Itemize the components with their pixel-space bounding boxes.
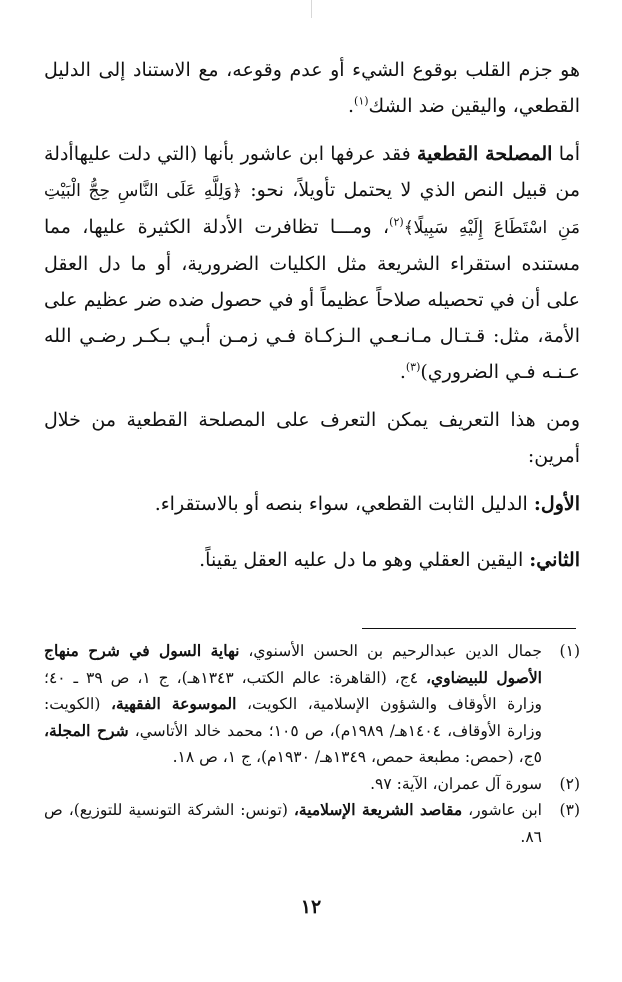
footnote-number: (٣) [559, 801, 580, 819]
footnote-number: (٢) [559, 774, 580, 793]
main-text [44, 52, 580, 598]
footnote-ref-2[interactable]: (٢) [389, 215, 404, 229]
footnote-text: جمال الدين عبدالرحيم بن الحسن الأسنوي، نهاية السول في شرح منهاج الأصول للبيضاوي، ٤ج، (القاهرة: عالم الكتب، ١٣٤٣هـ)، ج ١، ص ٣٩ ـ ٤٠؛ وزارة الأوقاف والشؤون الإسلامية، الكويت، الموسوعة الفقهية، (الكويت: وزارة الأوقاف، ١٤٠٤هـ/ ١٩٨٩م)، ص ١٠٥؛ محمد خالد الأتاسي، شرح المجلة، ٥ج، (حمص: مطبعة حمص، ١٣٤٩هـ/ ١٩٣٠م)، ج ١، ص ١٨. [44, 641, 543, 766]
footnote-ref-1[interactable]: (١) [354, 94, 369, 108]
paragraph-identification: ومن هذا التعريف يمكن التعرف على المصلحة القطعية من خلال أمرين: [44, 409, 580, 467]
term-definitive-interest: المصلحة القطعية [416, 143, 553, 165]
footnotes [44, 638, 580, 850]
footnote-separator [362, 628, 576, 629]
footnote-number: (١) [559, 642, 580, 660]
paragraph-definitive-interest: أما المصلحة القطعية فقد عرفها ابن عاشور بأنها (التي دلت عليهاأدلة من قبيل النص الذي لا يحتمل تأويلاً، نحو: ﴿وَلِلَّهِ عَلَى النَّاسِ حِجُّ الْبَيْتِ مَنِ اسْتَطَاعَ إِلَيْهِ سَبِيلًا﴾$^{(٢)}$، ومـــا تظافرت الأدلة الكثيرة عليها، مما مستنده استقراء الشريعة مثل الكليات الضرورية، أو ما دل العقل على أن في تحصيله صلاحاً عظيماً أو في حصول ضده ضر عظيم على الأمة، مثل: قـتـال مـانـعـي الـزكـاة فـي زمـن أبـي بـكـر رضـي الله عـنـه فـي الضروري)$^{(٣)}$. [44, 143, 581, 383]
quran-verse: ﴿وَلِلَّهِ عَلَى النَّاسِ حِجُّ الْبَيْتِ مَنِ اسْتَطَاعَ إِلَيْهِ سَبِيلًا﴾ [44, 181, 580, 238]
footnote-text: سورة آل عمران، الآية: ٩٧. [370, 774, 542, 793]
list-label-second: الثاني: [529, 549, 580, 571]
page-number: ١٢ [300, 896, 322, 918]
footnote-2 [44, 771, 580, 798]
footnote-ref-3[interactable]: (٣) [405, 360, 421, 374]
footnote-text: ابن عاشور، مقاصد الشريعة الإسلامية، (تونس: الشركة التونسية للتوزيع)، ص ٨٦. [44, 800, 542, 846]
list-item-first: الأول: الدليل الثابت القطعي، سواء بنصه أو بالاستقراء. [154, 493, 580, 515]
paragraph-definition-certainty: هو جزم القلب بوقوع الشيء أو عدم وقوعه، مع الاستناد إلى الدليل القطعي، واليقين ضد الشك$^{(١)}$. [44, 59, 580, 117]
list-item-second: الثاني: اليقين العقلي وهو ما دل عليه العقل يقيناً. [199, 549, 580, 571]
footnote-1 [44, 638, 580, 771]
footnote-3 [44, 797, 580, 850]
gutter-mark [311, 0, 312, 18]
list-label-first: الأول: [533, 493, 580, 515]
